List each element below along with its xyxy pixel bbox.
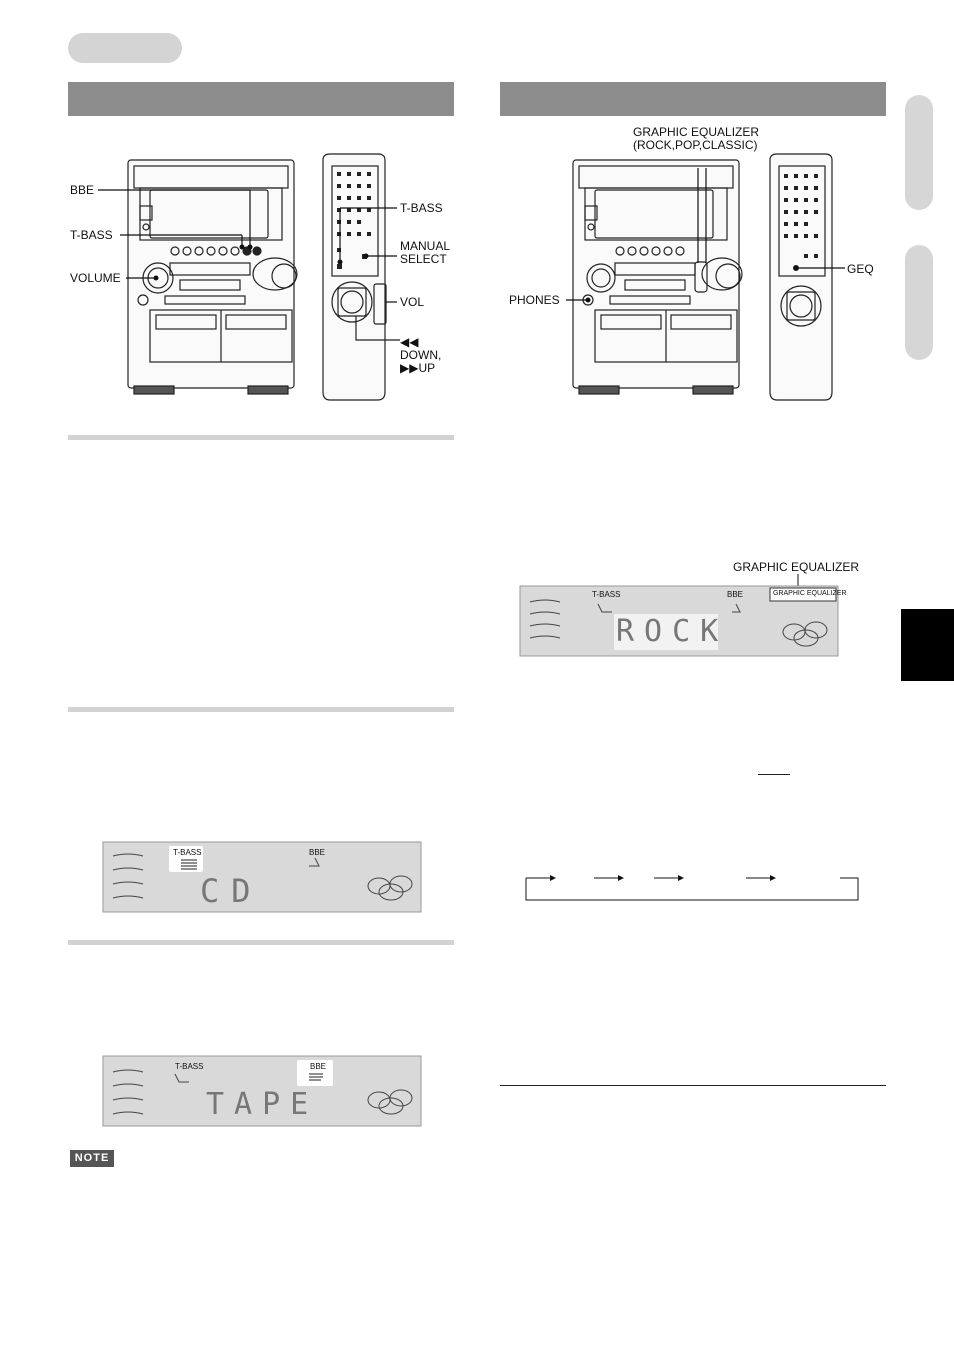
callout-vol: VOL	[400, 295, 425, 309]
cd-screen-text: CD	[200, 872, 263, 910]
callout-graphic-equalizer: GRAPHIC EQUALIZER (ROCK,POP,CLASSIC)	[633, 125, 760, 152]
rock-indicator-geq: GRAPHIC EQUALIZER	[773, 590, 847, 597]
side-tab-1	[905, 95, 933, 210]
tape-screen-text: TAPE	[206, 1087, 319, 1122]
callout-manual-select: MANUAL SELECT	[400, 239, 451, 266]
callout-volume: VOLUME	[70, 271, 121, 285]
callout-geq: GEQ	[847, 262, 874, 276]
section-rule-1	[68, 435, 454, 440]
rock-display-caption: GRAPHIC EQUALIZER	[733, 560, 860, 574]
rock-indicator-tbass: T-BASS	[592, 590, 621, 599]
callout-tbass-remote: T-BASS	[400, 201, 443, 215]
tape-indicator-bbe: BBE	[310, 1062, 327, 1071]
callout-bbe: BBE	[70, 183, 95, 197]
section-rule-4	[500, 1085, 886, 1086]
tape-indicator-tbass: T-BASS	[175, 1062, 204, 1071]
underline-mark	[758, 774, 790, 775]
section-rule-2	[68, 707, 454, 712]
eq-cycle-diagram	[526, 868, 862, 904]
language-tab-marker	[901, 609, 954, 681]
callout-tbass-main: T-BASS	[70, 228, 113, 242]
callout-down-up: ◀◀ DOWN, ▶▶UP	[400, 335, 442, 375]
rock-screen-text: ROCK	[616, 614, 729, 649]
note-badge: NOTE	[70, 1150, 114, 1167]
cd-indicator-bbe: BBE	[309, 848, 326, 857]
callout-phones: PHONES	[509, 293, 560, 307]
side-tab-2	[905, 245, 933, 360]
rock-indicator-bbe: BBE	[727, 590, 744, 599]
right-stereo-illustration	[500, 150, 900, 410]
left-section-header	[68, 82, 454, 116]
section-pill	[68, 33, 182, 63]
cd-indicator-tbass: T-BASS	[173, 848, 202, 857]
cd-lcd-display	[103, 842, 423, 914]
section-rule-3	[68, 940, 454, 945]
right-section-header	[500, 82, 886, 116]
